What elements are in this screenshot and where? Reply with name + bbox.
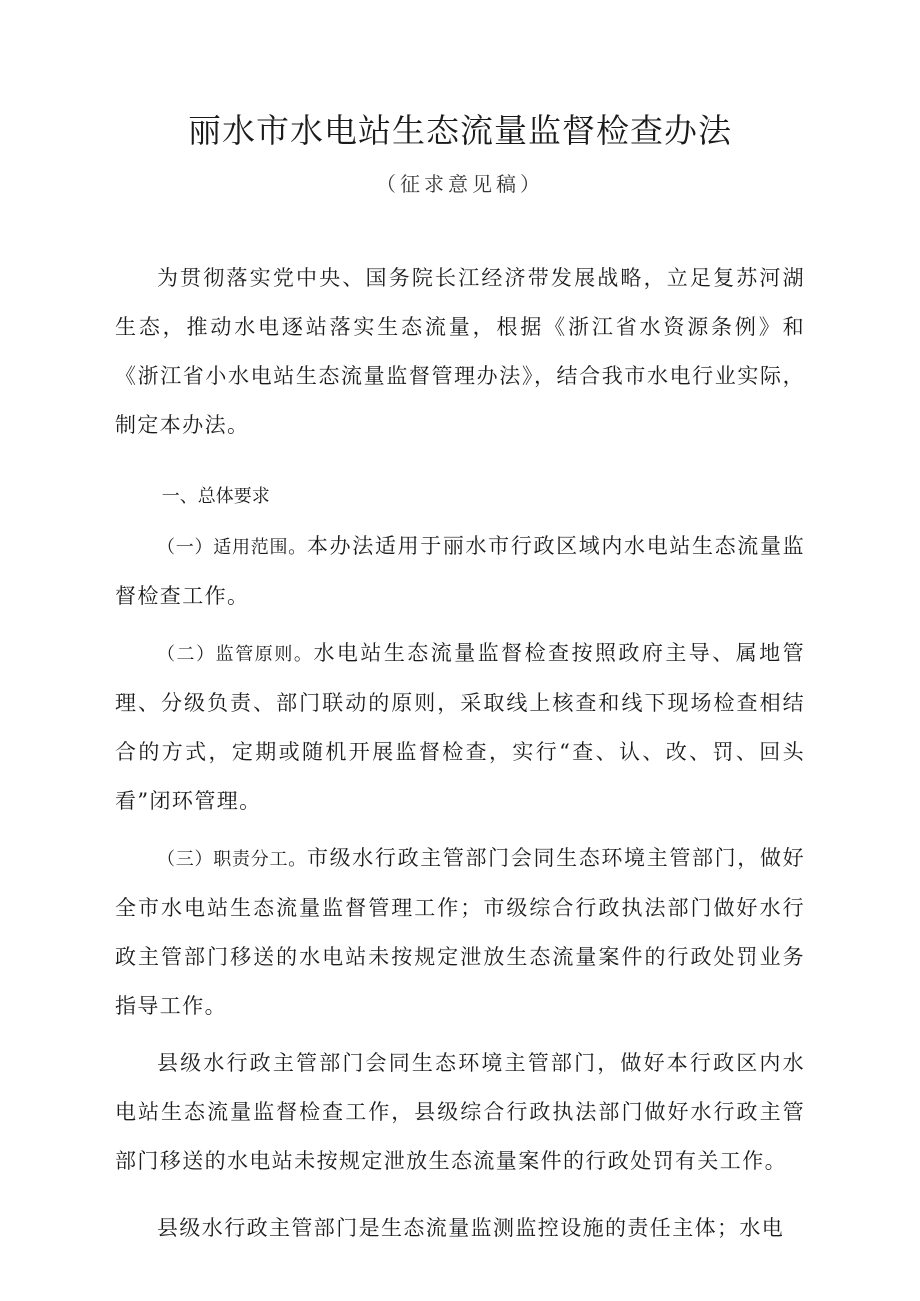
item-principle-lead: （二）监管原则。 xyxy=(157,644,314,665)
document-subtitle: （征求意见稿） xyxy=(376,172,544,196)
preamble-paragraph: 为贯彻落实党中央、国务院长江经济带发展战略，立足复苏河湖生态，推动水电逐站落实生态流量，根据《浙江省水资源条例》和《浙江省小水电站生态流量监督管理办法》，结合我市水电行业实际，制定本办法。 xyxy=(115,266,805,437)
item-principle-text: 水电站生态流量监督检查按照政府主导、属地管理、分级负责、部门联动的原则，采取线上核查和线下现场检查相结合的方式，定期或随机开展监督检查，实行“查、认、改、罚、回头看”闭环管理。 xyxy=(115,641,806,813)
spacer xyxy=(115,1186,805,1204)
item-duty-text: 市级水行政主管部门会同生态环境主管部门，做好全市水电站生态流量监督管理工作；市级综合行政执法部门做好水行政主管部门移送的水电站未按规定泄放生态流量案件的行政处罚业务指导工作。 xyxy=(115,846,805,1018)
section-heading: 一、总体要求 xyxy=(161,486,270,507)
document-title: 丽水市水电站生态流量监督检查办法 xyxy=(188,111,732,150)
item-scope-paragraph xyxy=(115,522,805,621)
county-facility-paragraph: 县级水行政主管部门是生态流量监测监控设施的责任主体；水电 xyxy=(157,1216,785,1240)
county-duty-paragraph: 县级水行政主管部门会同生态环境主管部门，做好本行政区内水电站生态流量监督检查工作，县级综合行政执法部门做好水行政主管部门移送的水电站未按规定泄放生态流量案件的行政处罚有关工作。 xyxy=(115,1051,805,1173)
spacer xyxy=(115,1031,805,1039)
item-duty-paragraph xyxy=(115,834,805,1031)
document-body xyxy=(115,254,805,1253)
spacer xyxy=(115,450,805,468)
spacer xyxy=(115,621,805,629)
item-scope-lead: （一）适用范围。 xyxy=(157,537,307,558)
item-principle-paragraph xyxy=(115,629,805,826)
item-scope-text: 本办法适用于丽水市行政区域内水电站生态流量监督检查工作。 xyxy=(115,534,805,608)
item-duty-lead: （三）职责分工。 xyxy=(157,849,307,870)
spacer xyxy=(115,826,805,834)
